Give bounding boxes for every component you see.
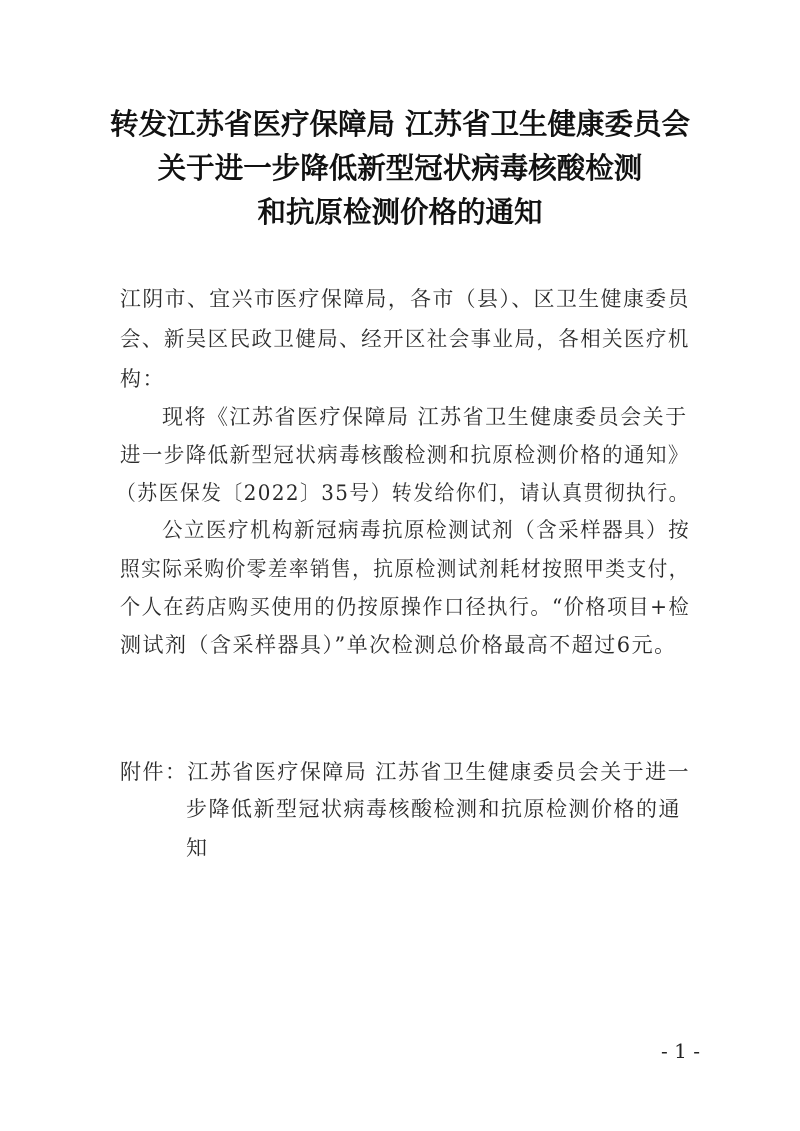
- recipients-line-2: 会、新吴区民政卫健局、经开区社会事业局，各相关医疗机: [120, 327, 690, 351]
- attachment-line-1: 附件：江苏省医疗保障局 江苏省卫生健康委员会关于进一: [120, 760, 691, 784]
- document-title-line-1: 转发江苏省医疗保障局 江苏省卫生健康委员会: [109, 107, 691, 141]
- paragraph-2-line-2: 照实际采购价零差率销售，抗原检测试剂耗材按照甲类支付，: [120, 557, 690, 581]
- attachment-line-2: 步降低新型冠状病毒核酸检测和抗原检测价格的通: [186, 797, 681, 821]
- page-number: - 1 -: [661, 1039, 700, 1063]
- paragraph-1-line-1: 现将《江苏省医疗保障局 江苏省卫生健康委员会关于: [162, 405, 688, 429]
- attachment-line-3: 知: [186, 836, 209, 860]
- paragraph-1-line-3: （苏医保发〔2022〕35号）转发给你们，请认真贯彻执行。: [116, 481, 690, 505]
- recipients-line-1: 江阴市、宜兴市医疗保障局，各市（县）、区卫生健康委员: [120, 287, 690, 311]
- paragraph-1-line-2: 进一步降低新型冠状病毒核酸检测和抗原检测价格的通知》: [120, 443, 690, 467]
- paragraph-2-line-3: 个人在药店购买使用的仍按原操作口径执行。“价格项目+检: [120, 595, 691, 619]
- recipients-line-3: 构：: [120, 367, 165, 391]
- document-title-line-3: 和抗原检测价格的通知: [257, 195, 543, 229]
- document-title-line-2: 关于进一步降低新型冠状病毒核酸检测: [157, 151, 643, 185]
- paragraph-2-line-1: 公立医疗机构新冠病毒抗原检测试剂（含采样器具）按: [162, 518, 691, 542]
- paragraph-2-line-4: 测试剂（含采样器具）”单次检测总价格最高不超过6元。: [120, 633, 677, 657]
